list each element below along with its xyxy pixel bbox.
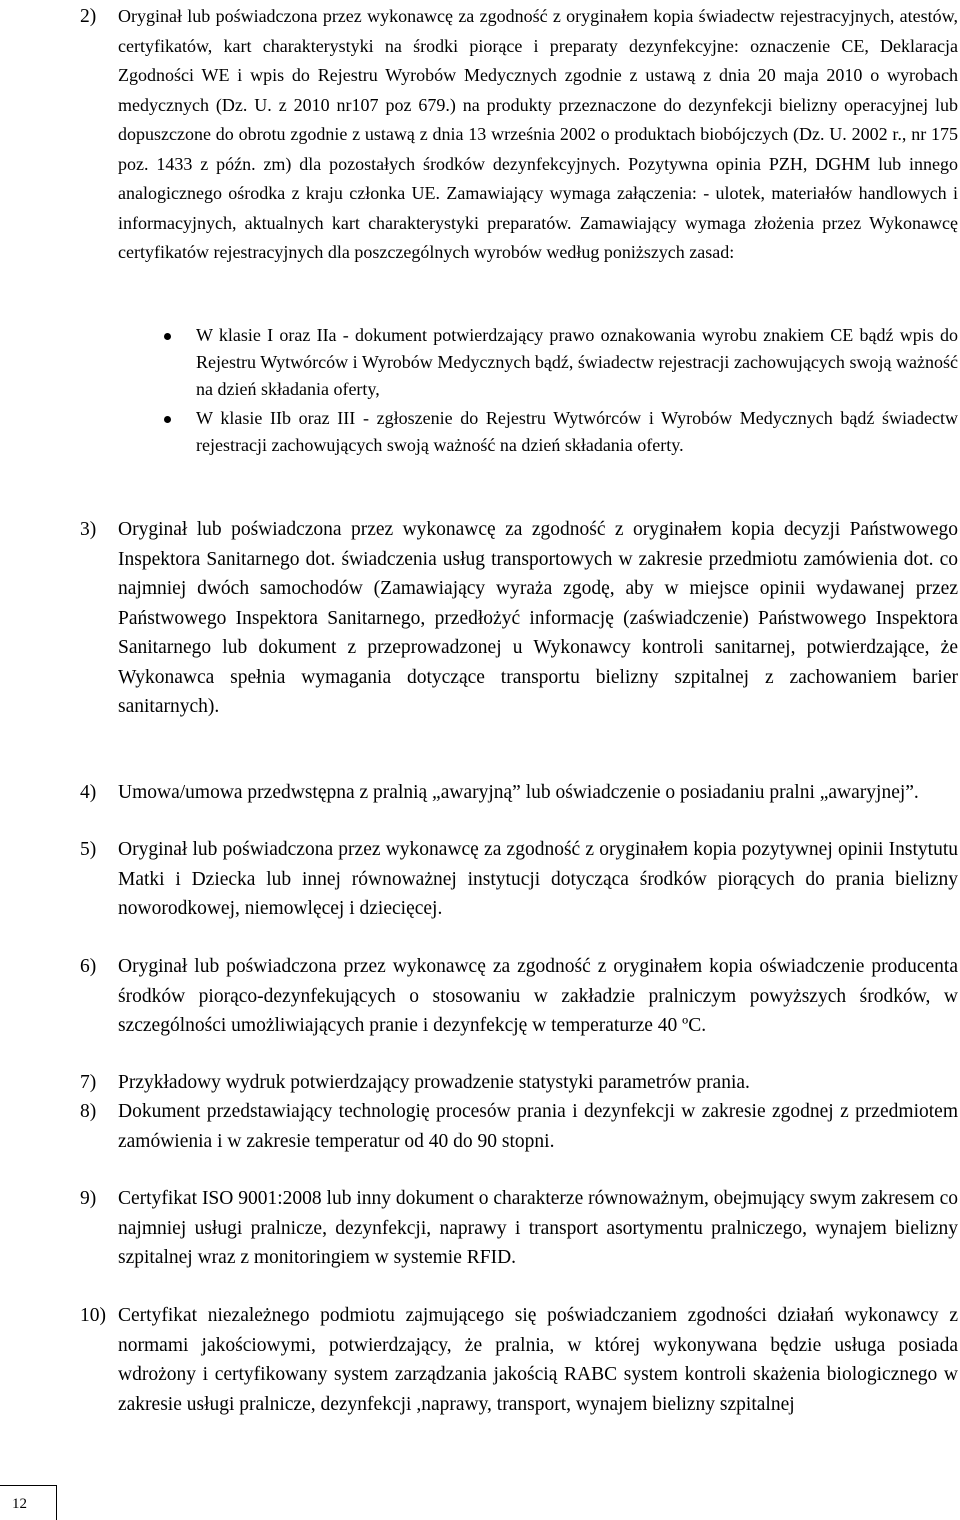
item-text: Certyfikat niezależnego podmiotu zajmującego się poświadczaniem zgodności działań wykonawcy z normami jakościowymi, potwierdzający, że pralnia, w której wykonywana będzie usługa posiada wdrożony i certyfikowany system zarządzania jakością RABC system kontroli skażenia biologicznego w zakresie usługi pralnicze, dezynfekcji ,naprawy, transport, wynajem bielizny szpitalnej xyxy=(118,1305,958,1415)
bullet-icon xyxy=(164,416,171,423)
item-number: 7) xyxy=(80,1072,97,1093)
item-number: 4) xyxy=(80,782,97,803)
item-text: Przykładowy wydruk potwierdzający prowadzenie statystyki parametrów prania. xyxy=(118,1072,750,1093)
item-number: 9) xyxy=(80,1188,97,1209)
item-text: Oryginał lub poświadczona przez wykonawcę za zgodność z oryginałem kopia decyzji Państwowego Inspektora Sanitarnego dot. świadczenia usług transportowych w zakresie przedmiotu zamówienia dot. co najmniej dwóch samochodów (Zamawiający wyraża zgodę, aby w miejsce opinii wydawanej przez Państwowego Inspektora Sanitarnego, przedłożyć informację (zaświadczenie) Państwowego Inspektora Sanitarnego lub dokument z przeprowadzonej u Wykonawcy kontroli sanitarnej, potwierdzające, że Wykonawca spełnia wymagania dotyczące transportu bielizny szpitalnej z zachowaniem barier sanitarnych). xyxy=(118,519,958,717)
item-text: Oryginał lub poświadczona przez wykonawcę za zgodność z oryginałem kopia pozytywnej opinii Instytutu Matki i Dziecka lub innej równoważnej instytucji dotycząca środków piorących do prania bielizny noworodkowej, niemowlęcej i dziecięcej. xyxy=(118,839,958,919)
page-number-box xyxy=(0,1485,57,1520)
bullet-list xyxy=(118,322,958,461)
item-text: Oryginał lub poświadczona przez wykonawcę za zgodność z oryginałem kopia oświadczenie producenta środków piorąco-dezynfekujących o stosowaniu w zakładzie pralniczym powyższych środków, w szczególności umożliwiających pranie i dezynfekcję w temperaturze 40 ºC. xyxy=(118,956,958,1036)
bullet-text: W klasie IIb oraz III - zgłoszenie do Rejestru Wytwórców i Wyrobów Medycznych bądź świadectw rejestracji zachowujących swoją ważność na dzień składania oferty. xyxy=(196,408,958,455)
item-number: 2) xyxy=(80,6,97,27)
bullet-text: W klasie I oraz IIa - dokument potwierdzający prawo oznakowania wyrobu znakiem CE bądź wpis do Rejestru Wytwórców i Wyrobów Medycznych bądź, świadectw rejestracji zachowujących swoją ważność na dzień składania oferty, xyxy=(196,325,958,399)
item-text: Umowa/umowa przedwstępna z pralnią „awaryjną” lub oświadczenie o posiadaniu pralni „awaryjnej”. xyxy=(118,782,919,803)
bullet-item xyxy=(118,322,958,403)
item-number: 10) xyxy=(80,1305,106,1326)
item-text: Oryginał lub poświadczona przez wykonawcę za zgodność z oryginałem kopia świadectw rejestracyjnych, atestów, certyfikatów, kart charakterystyki na środki piorące i preparaty dezynfekcyjne: oznaczenie CE, Deklaracja Zgodności WE i wpis do Rejestru Wyrobów Medycznych zgodnie z ustawą z dnia 20 maja 2010 o wyrobach medycznych (Dz. U. z 2010 nr107 poz 679.) na produkty przeznaczone do dezynfekcji bielizny operacyjnej lub dopuszczone do obrotu zgodnie z ustawą z dnia 13 września 2002 o produktach biobójczych (Dz. U. 2002 r., nr 175 poz. 1433 z późn. zm) dla pozostałych środków dezynfekcyjnych. Pozytywna opinia PZH, DGHM lub innego analogicznego ośrodka z kraju członka UE. Zamawiający wymaga załączenia: - ulotek, materiałów handlowych i informacyjnych, aktualnych kart charakterystyki preparatów. Zamawiający wymaga złożenia przez Wykonawcę certyfikatów rejestracyjnych dla poszczególnych wyrobów według poniższych zasad: xyxy=(118,6,958,262)
item-number: 3) xyxy=(80,519,97,540)
bullet-icon xyxy=(164,333,171,340)
item-text: Dokument przedstawiający technologię procesów prania i dezynfekcji w zakresie zgodnej z przedmiotem zamówienia i w zakresie temperatur od 40 do 90 stopni. xyxy=(118,1101,958,1152)
item-number: 8) xyxy=(80,1101,97,1122)
item-number: 6) xyxy=(80,956,97,977)
item-number: 5) xyxy=(80,839,97,860)
page-number: 12 xyxy=(12,1496,27,1512)
item-text: Certyfikat ISO 9001:2008 lub inny dokument o charakterze równoważnym, obejmujący swym zakresem co najmniej usługi pralnicze, dezynfekcji, naprawy i transport asortymentu pralniczego, wynajem bielizny szpitalnej wraz z monitoringiem w systemie RFID. xyxy=(118,1188,958,1268)
bullet-item xyxy=(118,405,958,459)
